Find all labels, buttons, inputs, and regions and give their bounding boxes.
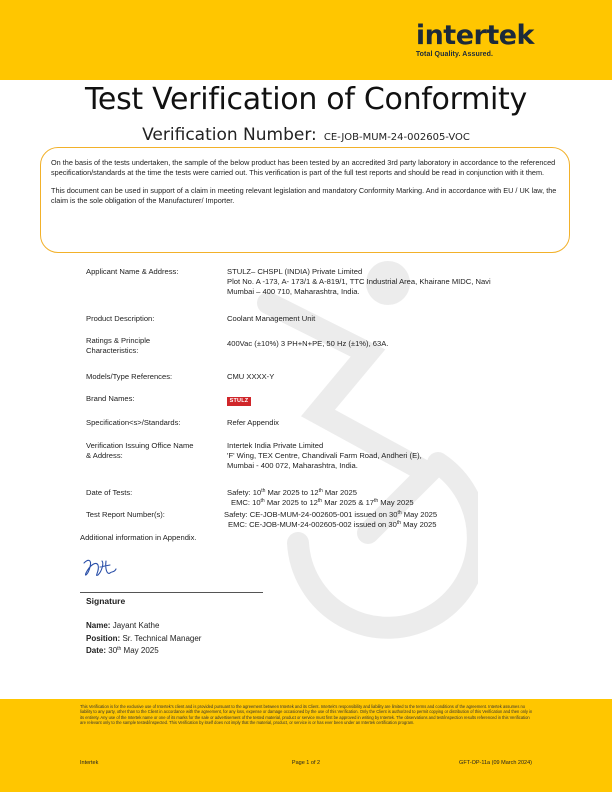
stulz-logo: STULZ bbox=[227, 397, 251, 406]
signatory-name: Name: Jayant Kathe bbox=[86, 621, 160, 630]
safety-test-dates: Safety: 10th Mar 2025 to 12th Mar 2025 bbox=[227, 488, 357, 497]
report-value bbox=[224, 510, 524, 530]
applicant-value bbox=[227, 267, 527, 297]
office-label-line-2: & Address: bbox=[86, 451, 123, 460]
office-label bbox=[86, 441, 224, 461]
notice-paragraph-1: On the basis of the tests undertaken, the sample of the below product has been tested by an accredited 3rd party laboratory in accordance to the referenced specification/standards at the time the tests were carried out. This verification is part of the full test reports and should be read in conjunction with it them. bbox=[51, 158, 556, 178]
applicant-label: Applicant Name & Address: bbox=[86, 267, 179, 276]
page-title: Test Verification of Conformity bbox=[85, 82, 527, 117]
signature-heading: Signature bbox=[86, 596, 126, 606]
logo-tagline: Total Quality. Assured. bbox=[415, 51, 494, 58]
notice-paragraph-2: This document can be used in support of a claim in meeting relevant legislation and mandatory Conformity Marking. And in accordance with EU / UK law, the claim is the sole obligation of the Manufacturer/ Importer. bbox=[51, 185, 557, 206]
page-number: Page 1 of 2 bbox=[291, 760, 321, 766]
signature-line bbox=[80, 592, 263, 593]
applicant-address-line-2: Mumbai – 400 710, Maharashtra, India. bbox=[227, 287, 360, 296]
spec-value: Refer Appendix bbox=[227, 418, 279, 427]
dates-label: Date of Tests: bbox=[86, 488, 133, 497]
office-label-line-1: Verification Issuing Office Name bbox=[86, 441, 194, 450]
verification-number bbox=[0, 125, 612, 145]
signatory-details bbox=[86, 620, 201, 658]
models-label: Models/Type References: bbox=[86, 372, 173, 381]
verification-label: Verification Number: bbox=[142, 125, 317, 145]
verification-value: CE-JOB-MUM-24-002605-VOC bbox=[323, 132, 470, 143]
additional-info: Additional information in Appendix. bbox=[80, 533, 197, 542]
intertek-logo bbox=[416, 22, 534, 58]
emc-report-number: EMC: CE-JOB-MUM-24-002605-002 issued on 30th May 2025 bbox=[228, 520, 437, 529]
safety-report-number: Safety: CE-JOB-MUM-24-002605-001 issued on 30th May 2025 bbox=[224, 510, 438, 519]
report-label: Test Report Number(s): bbox=[86, 510, 165, 519]
logo-wordmark: intertek bbox=[415, 20, 534, 51]
signatory-date: Date: 30th May 2025 bbox=[86, 646, 159, 655]
ratings-label-line-1: Ratings & Principle bbox=[86, 336, 151, 345]
applicant-address-line-1: Plot No. A -173, A- 173/1 & A-819/1, TTC Industrial Area, Khairane MIDC, Navi bbox=[227, 277, 491, 286]
handwritten-signature bbox=[80, 555, 120, 585]
product-value: Coolant Management Unit bbox=[227, 314, 316, 323]
form-reference: GFT-OP-11a (09 March 2024) bbox=[459, 760, 532, 766]
dates-value bbox=[227, 488, 527, 508]
office-value bbox=[227, 441, 527, 471]
office-name: Intertek India Private Limited bbox=[227, 441, 324, 450]
signatory-position: Position: Sr. Technical Manager bbox=[86, 633, 202, 643]
footer-disclaimer: This Verification is for the exclusive use of Intertek's client and is provided pursuant to the agreement between Intertek and its Client. Intertek's responsibility and liability are limited to the terms and conditions of the agreement. Intertek assumes no liability to any party, other than to the Client in accordance with the agreement, for any loss, expense or damage occasioned by the use of this Verification. Only the Client is authorized to permit copying or distribution of this Verification and then only in its entirety. Any use of the Intertek name or one of its marks for the sale or advertisement of the tested material, product or service must first be approved in writing by Intertek. The observations and test/inspection results referenced in this Verification are relevant only to the sample tested/inspected. This Verification by itself does not imply that the material, product, or service is or has ever been under an Intertek certification program. bbox=[80, 704, 533, 726]
footer-company: Intertek bbox=[80, 760, 99, 766]
applicant-name: STULZ– CHSPL (INDIA) Private Limited bbox=[227, 267, 363, 276]
ratings-label-line-2: Characteristics: bbox=[86, 346, 139, 355]
office-address-line-1: 'F' Wing, TEX Centre, Chandivali Farm Road, Andheri (E), bbox=[227, 451, 422, 460]
emc-test-dates: EMC: 10th Mar 2025 to 12th Mar 2025 & 17th May 2025 bbox=[231, 498, 414, 507]
spec-label: Specification<s>/Standards: bbox=[86, 418, 181, 427]
brand-label: Brand Names: bbox=[86, 394, 135, 403]
conformity-notice bbox=[40, 147, 570, 253]
office-address-line-2: Mumbai - 400 072, Maharashtra, India. bbox=[227, 461, 358, 470]
header-bar bbox=[0, 0, 612, 80]
ratings-value: 400Vac (±10%) 3 PH+N+PE, 50 Hz (±1%), 63A. bbox=[227, 339, 389, 348]
brand-value bbox=[227, 395, 527, 406]
ratings-label bbox=[86, 336, 224, 356]
product-label: Product Description: bbox=[86, 314, 155, 323]
models-value: CMU XXXX-Y bbox=[227, 372, 275, 381]
